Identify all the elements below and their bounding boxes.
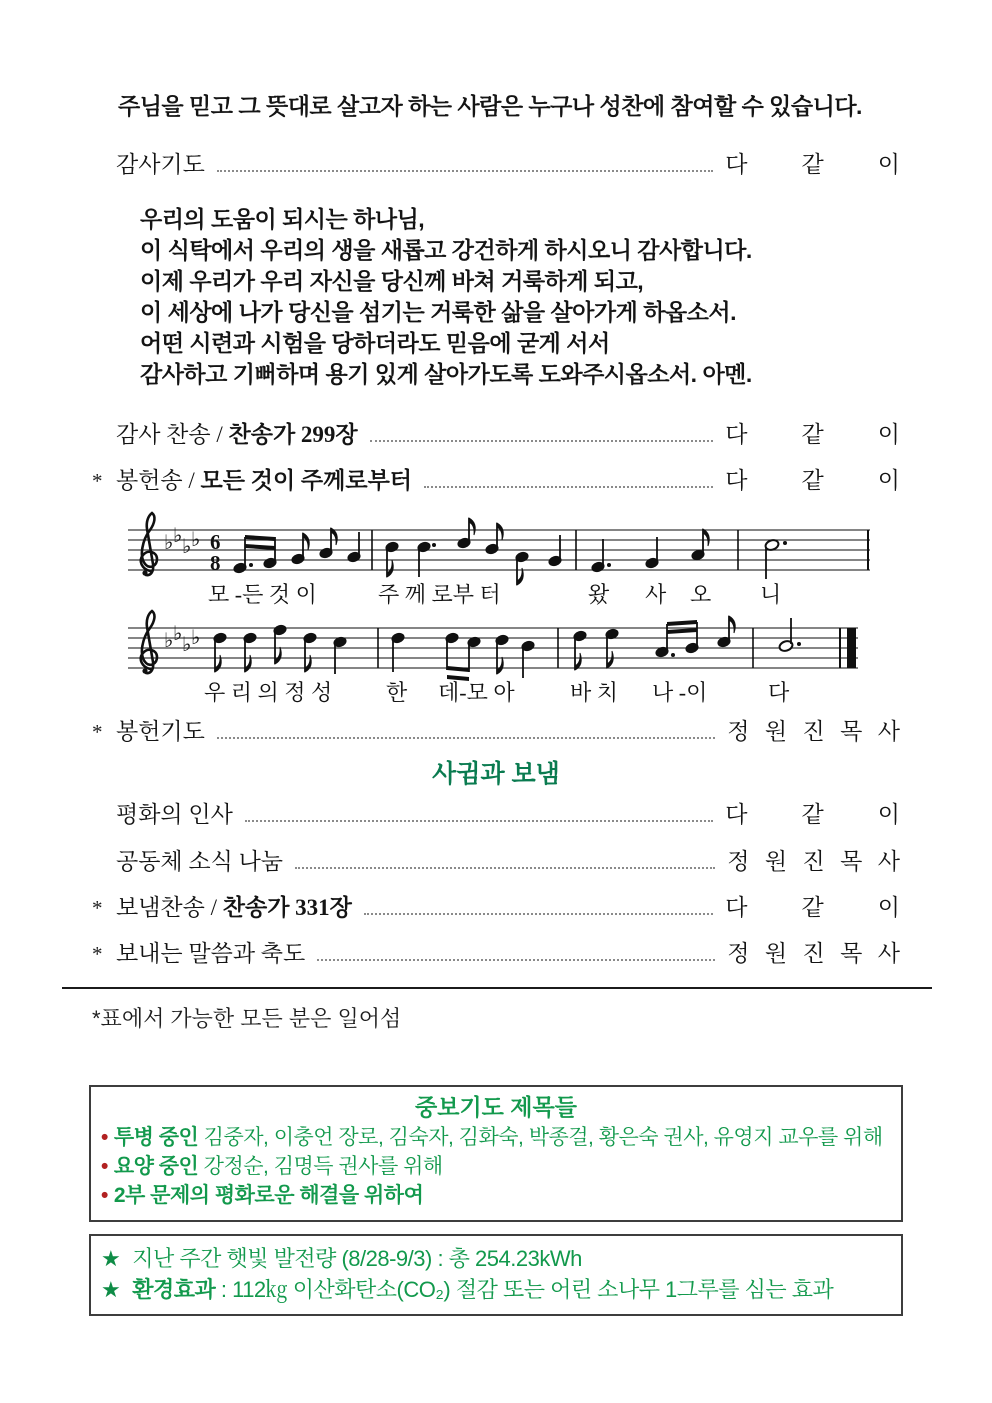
lyric-line-2: 데-모 아 [438,680,515,705]
intercession-item: • 2부 문제의 평화로운 해결을 위하여 [101,1184,424,1207]
solar-line: ★ 지난 주간 햇빛 발전량 (8/28-9/3) : 총 254.23kWh [101,1246,582,1271]
order-row-peace-greeting [92,800,900,830]
lyric-line-1: 주 께 로부 터 [378,582,501,607]
lyric-line-2: 나 -이 [652,680,708,705]
row-marker: * [92,896,103,920]
svg-text:♭: ♭ [173,525,183,547]
row-label: 보내는 말씀과 축도 [116,941,306,966]
prayer-line: 이제 우리가 우리 자신을 당신께 바쳐 거룩하게 되고, [140,268,644,294]
bullet-icon: • [101,1184,108,1207]
row-label: 평화의 인사 [116,802,233,827]
bullet-icon: • [101,1126,108,1149]
star-icon: ★ [101,1277,121,1302]
order-row-offering-prayer [92,717,900,747]
order-row-offering-song [92,466,900,496]
row-label: 감사 찬송 / 찬송가 299장 [116,422,358,447]
section-heading-fellowship: 사귐과 보냄 [432,760,560,788]
dotted-leader [364,913,713,915]
lyric-line-2: 우 리 의 정 성 [204,680,333,705]
solar-line: ★ 환경효과 : 112㎏ 이산화탄소(CO₂) 절감 또는 어린 소나무 1그루를 심는 효과 [101,1277,834,1302]
dotted-leader [424,486,713,488]
dotted-leader [245,820,713,822]
intercession-title: 중보기도 제목들 [415,1094,577,1120]
sheet-music-svg [128,508,874,708]
prayer-line: 어떤 시련과 시험을 당하더라도 믿음에 굳게 서서 [140,330,610,356]
time-signature-top: 6 [210,530,221,554]
dotted-leader [370,440,714,442]
row-performer: 다 같 이 [725,802,900,827]
standing-footnote: *표에서 가능한 모든 분은 일어섬 [92,1006,402,1031]
bullet-icon: • [101,1155,108,1178]
dotted-leader [217,737,715,739]
dotted-leader [295,867,715,869]
star-icon: ★ [101,1246,121,1271]
svg-text:♭: ♭ [164,532,174,554]
lyric-line-1: 왔 [588,582,610,607]
row-marker: * [92,942,103,966]
row-marker: * [92,720,103,744]
intercession-box [89,1085,903,1222]
staff-1-notes [233,518,868,585]
row-performer: 정 원 진 목 사 [727,941,900,966]
row-performer: 다 같 이 [725,152,900,177]
sheet-music [128,508,992,713]
lyric-line-2: 다 [768,680,790,705]
dotted-leader [317,959,715,961]
row-performer: 다 같 이 [725,468,900,493]
svg-text:♭: ♭ [182,634,192,656]
row-label: 보냄찬송 / 찬송가 331장 [116,895,352,920]
lyric-line-1: 오 [690,582,712,607]
order-row-benediction [92,939,900,969]
prayer-line: 우리의 도움이 되시는 하나님, [140,206,425,232]
row-label: 봉헌송 / 모든 것이 주께로부터 [116,468,413,493]
row-performer: 다 같 이 [725,895,900,920]
time-signature-bottom: 8 [210,551,221,575]
intercession-item: • 투병 중인 김중자, 이충언 장로, 김숙자, 김화숙, 박종걸, 황은숙 권사, 유영지 교우를 위해 [101,1126,883,1149]
lyric-line-2: 한 [386,680,408,705]
row-label: 공동체 소식 나눔 [116,849,284,874]
prayer-line: 감사하고 기뻐하며 용기 있게 살아가도록 도와주시옵소서. 아멘. [140,361,752,387]
lyric-line-1: 니 [760,582,782,607]
svg-text:♭: ♭ [164,630,174,652]
intercession-item: • 요양 중인 강정순, 김명득 권사를 위해 [101,1155,443,1178]
communion-invitation-text: 주님을 믿고 그 뜻대로 살고자 하는 사람은 누구나 성찬에 참여할 수 있습니다. [118,93,862,119]
row-marker: * [92,469,103,493]
lyric-line-1: 사 [645,582,667,607]
svg-text:♭: ♭ [182,536,192,558]
svg-text:♭: ♭ [191,529,201,551]
lyric-line-2: 바 치 [570,680,619,705]
divider-rule [62,987,932,989]
order-row-community-news [92,847,900,877]
order-row-sending-hymn [92,893,900,923]
row-performer: 정 원 진 목 사 [727,849,900,874]
row-performer: 정 원 진 목 사 [727,719,900,744]
svg-text:♭: ♭ [191,627,201,649]
svg-text:♭: ♭ [173,623,183,645]
lyric-line-1: 모 -든 것 이 [208,582,317,607]
dotted-leader [217,170,713,172]
row-performer: 다 같 이 [725,422,900,447]
order-row-thanks-hymn [92,420,900,450]
prayer-line: 이 세상에 나가 당신을 섬기는 거룩한 삶을 살아가게 하옵소서. [140,299,736,325]
solar-report-box [89,1234,903,1316]
prayer-line: 이 식탁에서 우리의 생을 새롭고 강건하게 하시오니 감사합니다. [140,237,752,263]
row-label: 봉헌기도 [116,719,205,744]
order-row-thanksgiving-prayer [92,150,900,180]
thanksgiving-prayer-text [140,204,892,390]
staff-2-lines [128,628,858,668]
row-label: 감사기도 [116,152,205,177]
